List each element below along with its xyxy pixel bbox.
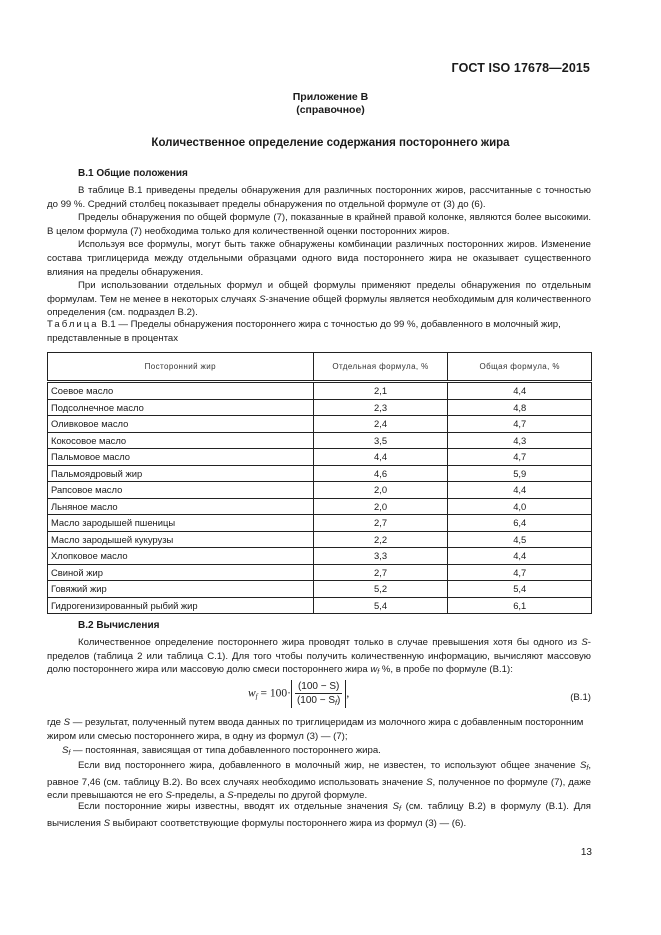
cell-fat-name: Свиной жир bbox=[48, 564, 314, 581]
table-caption-prefix: Таблица bbox=[47, 319, 99, 330]
paragraph: Если вид постороннего жира, добавленного в молочный жир, не известен, то используют общее значение $S_f$, равное 7,46 (см. таблицу В.2). Во всех случаях необходимо использовать значение S, полученное по формуле (7), даже если превышаются не его S-пределы, а S-пределы по другой формуле. bbox=[47, 760, 591, 802]
cell-fat-name: Масло зародышей пшеницы bbox=[48, 515, 314, 532]
detection-limits-table bbox=[47, 352, 592, 614]
table-row bbox=[48, 432, 592, 449]
table-row bbox=[48, 449, 592, 466]
cell-total-formula: 4,0 bbox=[448, 498, 592, 515]
cell-total-formula: 5,4 bbox=[448, 581, 592, 598]
section-b1-heading: В.1 Общие положения bbox=[78, 168, 188, 179]
table-row bbox=[48, 416, 592, 433]
document-code: ГОСТ ISO 17678—2015 bbox=[451, 61, 590, 75]
page-title: Количественное определение содержания постороннего жира bbox=[151, 137, 510, 149]
cell-individual-formula: 5,2 bbox=[313, 581, 448, 598]
cell-total-formula: 4,3 bbox=[448, 432, 592, 449]
formula-numerator: (100 − S) bbox=[295, 680, 342, 694]
annex-type: (справочное) bbox=[296, 104, 365, 116]
cell-individual-formula: 3,5 bbox=[313, 432, 448, 449]
den-sub: f bbox=[335, 700, 337, 707]
cell-total-formula: 4,5 bbox=[448, 531, 592, 548]
formula-fraction bbox=[291, 680, 346, 708]
formula-tail: , bbox=[346, 687, 350, 700]
table-row bbox=[48, 531, 592, 548]
cell-individual-formula: 2,0 bbox=[313, 498, 448, 515]
cell-total-formula: 4,4 bbox=[448, 482, 592, 499]
cell-fat-name: Масло зародышей кукурузы bbox=[48, 531, 314, 548]
annex-label: Приложение В bbox=[292, 91, 369, 103]
formula-denominator bbox=[295, 694, 342, 708]
column-header-fat: Посторонний жир bbox=[48, 353, 314, 382]
cell-fat-name: Пальмоядровый жир bbox=[48, 465, 314, 482]
table-row bbox=[48, 482, 592, 499]
cell-individual-formula: 4,4 bbox=[313, 449, 448, 466]
column-header-total: Общая формула, % bbox=[448, 353, 592, 382]
table-row bbox=[48, 399, 592, 416]
cell-fat-name: Кокосовое масло bbox=[48, 432, 314, 449]
table-caption bbox=[47, 318, 595, 345]
cell-fat-name: Гидрогенизированный рыбий жир bbox=[48, 597, 314, 614]
cell-individual-formula: 2,1 bbox=[313, 382, 448, 400]
where-s-text: где S — результат, полученный путем ввода данных по триглицеридам из молочного жира с добавленным посторонним жиром или смесью постороннего жира, в одну из формул (3) — (7); bbox=[47, 717, 584, 742]
table-row bbox=[48, 597, 592, 614]
where-s bbox=[47, 716, 595, 743]
cell-fat-name: Пальмовое масло bbox=[48, 449, 314, 466]
paragraph: Если посторонние жиры известны, вводят их отдельные значения $S_f$ (см. таблицу В.2) в формулу (В.1). Для вычисления S выбирают соответствующие формулы постороннего жира из формул (3) — (6). bbox=[47, 801, 592, 829]
page-number: 13 bbox=[580, 847, 592, 858]
cell-fat-name: Рапсовое масло bbox=[48, 482, 314, 499]
paragraph: Пределы обнаружения по общей формуле (7), показанные в крайней правой колонке, являются более высокими. В целом формула (7) необходима только для количественной оценки посторонних жиров. bbox=[47, 212, 591, 237]
section-b2-intro bbox=[47, 636, 591, 680]
den-pre: (100 − S bbox=[296, 695, 336, 706]
table-row bbox=[48, 515, 592, 532]
table-row bbox=[48, 564, 592, 581]
column-header-individual: Отдельная формула, % bbox=[313, 353, 448, 382]
paragraph-unknown-fat bbox=[47, 759, 591, 803]
cell-individual-formula: 4,6 bbox=[313, 465, 448, 482]
cell-fat-name: Льняное масло bbox=[48, 498, 314, 515]
cell-total-formula: 6,4 bbox=[448, 515, 592, 532]
cell-fat-name: Соевое масло bbox=[48, 382, 314, 400]
where-sf-text: $S_f$ — постоянная, зависящая от типа добавленного постороннего жира. bbox=[62, 745, 381, 757]
cell-individual-formula: 2,4 bbox=[313, 416, 448, 433]
equation-number: (В.1) bbox=[570, 692, 591, 703]
section-b2-heading: В.2 Вычисления bbox=[78, 620, 160, 631]
table-row bbox=[48, 548, 592, 565]
cell-individual-formula: 2,2 bbox=[313, 531, 448, 548]
cell-total-formula: 4,4 bbox=[448, 382, 592, 400]
table-header-row bbox=[48, 353, 592, 382]
cell-fat-name: Оливковое масло bbox=[48, 416, 314, 433]
paragraph: В таблице В.1 приведены пределы обнаружения для различных посторонних жиров, рассчитанные с точностью до 99 %. Средний столбец показывает пределы обнаружения по отдельной формуле от (3) до (6). bbox=[47, 185, 591, 210]
cell-total-formula: 4,4 bbox=[448, 548, 592, 565]
formula-lhs: w bbox=[248, 687, 256, 700]
formula-b1 bbox=[248, 680, 349, 708]
paragraph: Количественное определение постороннего жира проводят только в случае превышения хотя бы одного из S-пределов (таблица 2 или таблица С.1). Для того чтобы получить количественную информацию, вычисляют массовую долю постороннего жира или массовую долю смеси постороннего жира $w_f$ %, в пробе по формуле (В.1): bbox=[47, 637, 591, 677]
cell-fat-name: Говяжий жир bbox=[48, 581, 314, 598]
cell-individual-formula: 5,4 bbox=[313, 597, 448, 614]
section-b1-body bbox=[47, 184, 591, 320]
formula-lhs-sub: f bbox=[255, 692, 258, 701]
cell-total-formula: 4,7 bbox=[448, 416, 592, 433]
cell-individual-formula: 2,7 bbox=[313, 515, 448, 532]
table-caption-text: В.1 — Пределы обнаружения постороннего жира с точностью до 99 %, добавленного в молочный жир, представленные в процентах bbox=[47, 319, 561, 344]
cell-total-formula: 4,7 bbox=[448, 564, 592, 581]
cell-total-formula: 6,1 bbox=[448, 597, 592, 614]
paragraph: Используя все формулы, могут быть также обнаружены комбинации различных посторонних жиров. Изменение состава триглицерида между отдельными образцами одного вида постороннего жира не оказывает существенного влияния на пределы обнаружения. bbox=[47, 239, 591, 278]
annex-heading bbox=[0, 91, 661, 117]
cell-individual-formula: 2,7 bbox=[313, 564, 448, 581]
table-row bbox=[48, 498, 592, 515]
cell-individual-formula: 2,3 bbox=[313, 399, 448, 416]
den-post: ) bbox=[337, 695, 341, 706]
formula-eq: = 100· bbox=[257, 687, 291, 700]
table-body bbox=[48, 382, 592, 614]
paragraph-known-fat bbox=[47, 800, 591, 830]
cell-fat-name: Подсолнечное масло bbox=[48, 399, 314, 416]
cell-individual-formula: 3,3 bbox=[313, 548, 448, 565]
cell-total-formula: 4,7 bbox=[448, 449, 592, 466]
cell-total-formula: 4,8 bbox=[448, 399, 592, 416]
paragraph: При использовании отдельных формул и общей формулы применяют пределы обнаружения по отдельным формулам. Тем не менее в некоторых случаях S-значение общей формулы является необходимым для количественного определения (см. подраздел В.2). bbox=[47, 280, 592, 319]
cell-total-formula: 5,9 bbox=[448, 465, 592, 482]
table-row bbox=[48, 382, 592, 400]
table-row bbox=[48, 465, 592, 482]
table-row bbox=[48, 581, 592, 598]
cell-fat-name: Хлопковое масло bbox=[48, 548, 314, 565]
cell-individual-formula: 2,0 bbox=[313, 482, 448, 499]
